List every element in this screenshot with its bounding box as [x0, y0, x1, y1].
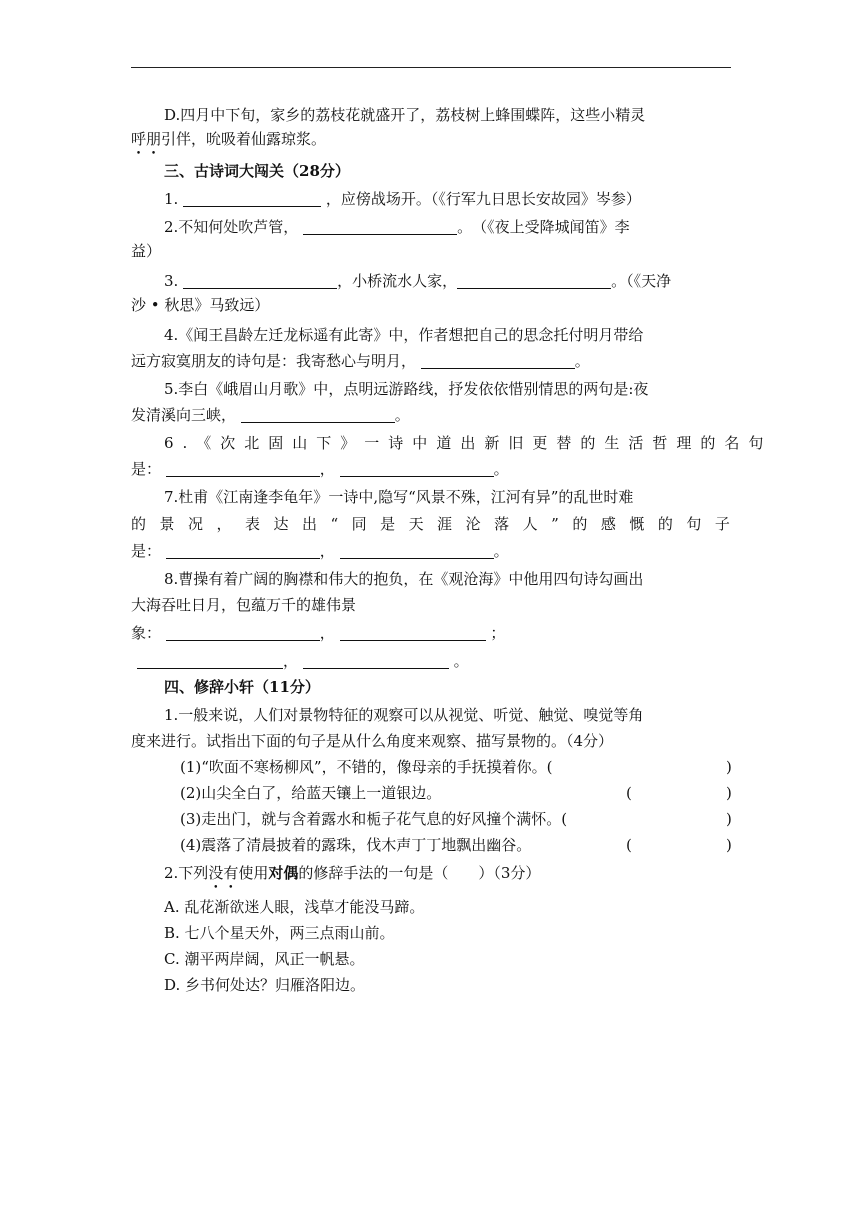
s3-q5-cont: 发清溪向三峡， 。 — [131, 406, 410, 424]
s3-q3-cont: 沙 • 秋思》马致远） — [131, 296, 270, 314]
emphasis-char: 朋 — [146, 130, 162, 148]
s4-option-b: B. 七八个星天外，两三点雨山前。 — [164, 924, 395, 942]
s3-q8-cont: 大海吞吐日月，包蕴万千的雄伟景 — [131, 596, 357, 614]
s3-q7-cont: 的景况，表达出“同是天涯沦落人”的感慨的句子 — [131, 515, 744, 533]
option-d-line2: 呼朋引伴，吮吸着仙露琼浆。 — [131, 130, 327, 148]
section4-title: 四、修辞小轩（11分） — [164, 678, 320, 696]
answer-blank[interactable] — [137, 653, 283, 669]
header-rule — [131, 67, 731, 68]
s3-q7: 7.杜甫《江南逢李龟年》一诗中,隐写“风景不殊，江河有异”的乱世时难 — [164, 488, 634, 506]
answer-blank[interactable] — [303, 219, 457, 235]
answer-blank[interactable] — [241, 407, 395, 423]
s3-q8-cont2: 象： ， ； — [131, 624, 506, 642]
s4-q1: 1.一般来说，人们对景物特征的观察可以从视觉、听觉、触觉、嗅觉等角 — [164, 706, 644, 724]
answer-blank[interactable] — [421, 353, 575, 369]
s4-item-1: (1)“吹面不寒杨柳风”，不错的，像母亲的手抚摸着你。( — [180, 758, 553, 776]
s3-q1: 1. ，应傍战场开。（《行军九日思长安故园》岑参） — [164, 190, 641, 208]
s3-q4: 4.《闻王昌龄左迁龙标遥有此寄》中，作者想把自己的思念托付明月带给 — [164, 326, 644, 344]
s4-q1-cont: 度来进行。试指出下面的句子是从什么角度来观察、描写景物的。（4分） — [131, 732, 614, 750]
s3-q4-cont: 远方寂寞朋友的诗句是：我寄愁心与明月， 。 — [131, 352, 590, 370]
s4-item-4-open: ( — [626, 836, 632, 854]
s3-q7-cont2: 是： ， 。 — [131, 542, 509, 560]
answer-blank[interactable] — [340, 543, 494, 559]
option-d-line1: D.四月中下旬，家乡的荔枝花就盛开了，荔枝树上蜂围蝶阵，这些小精灵 — [164, 106, 646, 124]
answer-blank[interactable] — [340, 461, 494, 477]
section3-title: 三、古诗词大闯关（28分） — [164, 162, 350, 180]
answer-blank[interactable] — [340, 625, 486, 641]
s3-q5: 5.李白《峨眉山月歌》中，点明远游路线，抒发依依惜别情思的两句是:夜 — [164, 380, 649, 398]
s3-q8: 8.曹操有着广阔的胸襟和伟大的抱负，在《观沧海》中他用四句诗勾画出 — [164, 570, 644, 588]
s4-option-c: C. 潮平两岸阔，风正一帆悬。 — [164, 950, 365, 968]
s4-item-3-close: ) — [726, 810, 732, 828]
emphasis-char: 没 — [208, 864, 224, 882]
answer-blank[interactable] — [166, 461, 320, 477]
s4-item-2-close: ) — [726, 784, 732, 802]
s3-q2: 2.不知何处吹芦管， 。 （《夜上受降城闻笛》李 — [164, 218, 630, 236]
s3-q6-cont: 是： ， 。 — [131, 460, 509, 478]
s3-q3: 3. ，小桥流水人家， 。（《天净 — [164, 272, 672, 290]
answer-blank[interactable] — [183, 191, 321, 207]
emphasis-char: 有 — [223, 864, 239, 882]
s4-item-2: (2)山尖全白了，给蓝天镶上一道银边。 — [180, 784, 442, 802]
s3-q2-cont: 益） — [131, 242, 162, 260]
answer-blank[interactable] — [183, 273, 337, 289]
s4-item-1-close: ) — [726, 758, 732, 776]
answer-blank[interactable] — [166, 625, 320, 641]
s3-q6: 6.《次北固山下》一诗中道出新旧更替的生活哲理的名句 — [164, 434, 773, 452]
s4-item-4-close: ) — [726, 836, 732, 854]
s4-q2: 2.下列没有使用对偶的修辞手法的一句是（ ）（3分） — [164, 864, 541, 882]
s4-option-a: A. 乱花渐欲迷人眼，浅草才能没马蹄。 — [164, 898, 425, 916]
s4-item-4: (4)震落了清晨披着的露珠，伐木声丁丁地飘出幽谷。 — [180, 836, 532, 854]
s3-q8-cont3: ， 。 — [137, 650, 469, 672]
answer-blank[interactable] — [166, 543, 320, 559]
answer-blank[interactable] — [303, 653, 449, 669]
s4-option-d: D. 乡书何处达？归雁洛阳边。 — [164, 976, 366, 994]
emphasis-char: 呼 — [131, 130, 147, 148]
answer-blank[interactable] — [457, 273, 611, 289]
s4-item-2-open: ( — [626, 784, 632, 802]
s4-item-3: (3)走出门，就与含着露水和栀子花气息的好风撞个满怀。( — [180, 810, 568, 828]
